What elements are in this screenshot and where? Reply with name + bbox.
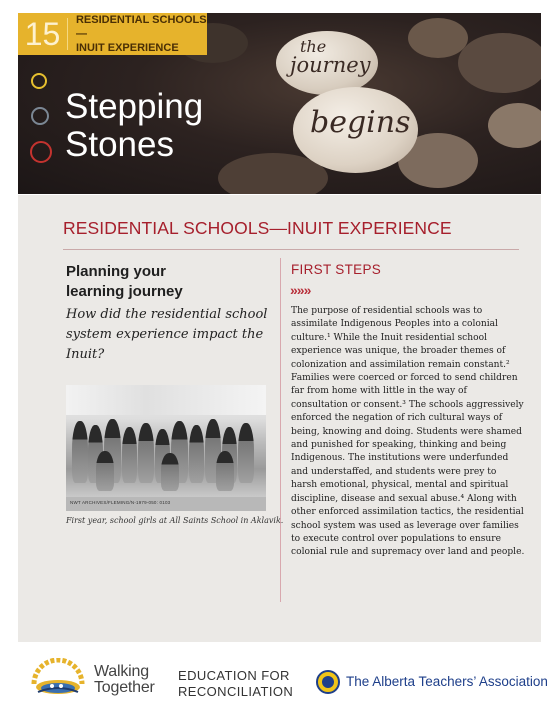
stone-text-journey: journey (290, 53, 371, 77)
photo-figure (96, 451, 114, 491)
left-heading: Planning your learning journey (66, 263, 183, 300)
page-title: Stepping Stones (65, 87, 204, 164)
photo-figure (238, 423, 254, 483)
photo-figure (216, 451, 234, 491)
series-label (18, 13, 207, 55)
section-heading: RESIDENTIAL SCHOOLS—INUIT EXPERIENCE (63, 218, 452, 238)
ata-seal-center (322, 676, 334, 688)
column-divider (280, 258, 281, 602)
photo-figure (72, 421, 88, 483)
stone-text-begins: begins (310, 105, 411, 140)
education-for-reconciliation-text: EDUCATION FOR RECONCILIATION (178, 668, 294, 699)
red-circle-icon (30, 141, 52, 163)
photo-figure (189, 425, 204, 483)
walking-together-logo-icon (28, 658, 88, 698)
body-paragraph: The purpose of residential schools was to assimilate Indigenous Peoples into a colonial culture.¹ While the Inuit residential school experience was unique, the broader themes of colonization and assimilation remain constant.² Families were coerced or forced to send children far from home with little in the way of consultation or consent.³ The schools aggressively enforced the negation of rich cultural ways of being, knowing and doing. Students were shamed and punished for speaking, thinking and being Indigenous. The institutions were underfunded and understaffed, and students were prey to harsh emotional, physical, mental and spiritual discipline, disease and sexual abuse.⁴ Along with other enforced assimilation tactics, the residential school system was used as leverage over families to execute control over populations to ensure colonial rule and supremacy over land and people. (291, 306, 525, 558)
series-label-text: RESIDENTIAL SCHOOLS— INUIT EXPERIENCE (75, 14, 207, 54)
photo-figure (161, 453, 179, 491)
first-steps-heading: FIRST STEPS (291, 262, 382, 277)
yellow-circle-icon (31, 73, 47, 89)
ata-seal-icon (316, 670, 340, 694)
section-rule (63, 249, 519, 250)
pebble (408, 18, 468, 58)
photo-figure (122, 427, 137, 483)
double-chevron-right-icon: »»» (290, 282, 311, 298)
photo-caption: First year, school girls at All Saints School in Aklavik. (66, 516, 284, 525)
guiding-question: How did the residential school system experience impact the Inuit? (66, 307, 268, 362)
issue-number: 15 (24, 15, 61, 52)
photo-figure (138, 423, 154, 483)
photo-credit-strip (66, 497, 266, 511)
grey-circle-icon (31, 107, 49, 125)
label-divider (67, 18, 68, 50)
stone-text-the: the (300, 37, 327, 56)
ata-name: The Alberta Teachers’ Association (346, 674, 548, 689)
archive-photo (66, 385, 266, 497)
pebble (458, 33, 541, 93)
photo-building (66, 385, 266, 415)
pebble (488, 103, 541, 148)
walking-together-text: Walking Together (94, 663, 155, 696)
photo-credit: NWT ARCHIVES/FLEMING/N-1979-050: 0103 (70, 500, 171, 505)
